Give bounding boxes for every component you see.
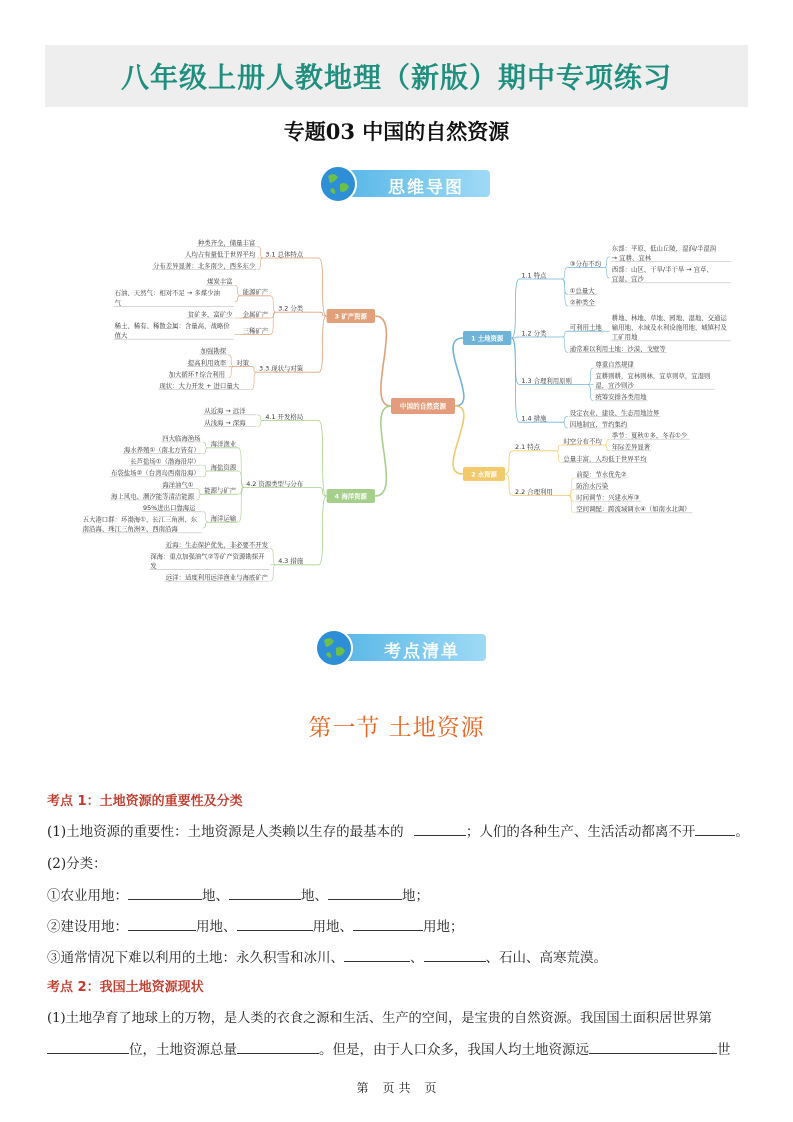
- mindmap-leaf: ①总量大: [569, 286, 595, 295]
- text: 地、: [202, 888, 229, 904]
- mindmap-leaf: 值大: [114, 331, 128, 340]
- globe-icon: [318, 164, 358, 204]
- mindmap-leaf: 贫矿多，富矿少: [187, 310, 233, 319]
- text: 、石山、高寒荒漠。: [485, 950, 607, 966]
- mindmap-line: [203, 465, 209, 471]
- answer-blank[interactable]: [414, 821, 466, 836]
- mindmap-node-label: 1.1 特点: [521, 271, 547, 280]
- mindmap-leaf: 年际差异显著: [611, 443, 651, 452]
- mindmap-leaf: 种类齐全，储量丰富: [197, 238, 256, 247]
- mindmap-node-label: 海洋渔业: [210, 440, 237, 449]
- text: ①农业用地：: [47, 888, 128, 904]
- mindmap-leaf: 空间调配：跨流域调水④（如南水北调）: [576, 505, 691, 514]
- footer-text: 页: [382, 1081, 395, 1095]
- mindmap-node-label: 2.2 合理利用: [515, 487, 553, 496]
- mindmap-node-label: 4.1 开发格局: [265, 413, 304, 421]
- answer-blank[interactable]: [344, 947, 410, 962]
- mindmap-leaf: ②种类全: [569, 298, 595, 307]
- mindmap-leaf: 海上风电、潮汐能等清洁能源: [111, 492, 195, 501]
- footer-text: 共: [398, 1081, 411, 1095]
- mindmap-node-label: 时空分布不均: [563, 437, 602, 446]
- mindmap-line: [562, 267, 568, 279]
- mindmap-leaf: 耕地、林地、草地、园地、湿地、交通运: [611, 314, 727, 322]
- mindmap-line: [604, 439, 610, 445]
- mindmap-line: [375, 406, 391, 496]
- answer-blank[interactable]: [128, 916, 196, 931]
- mindmap-branch-label: 4 海洋资源: [334, 492, 367, 501]
- mindmap-node-label: 4.3 措施: [278, 557, 304, 566]
- mindmap-node-label: 1.3 合理利用原则: [521, 376, 572, 385]
- mindmap-node-label: ③分布不均: [569, 259, 602, 268]
- mind-map: [82, 228, 730, 598]
- checklist-banner: [314, 628, 486, 664]
- answer-blank[interactable]: [237, 916, 313, 931]
- mindmap-line: [257, 415, 263, 421]
- text: 世: [717, 1042, 731, 1058]
- mindmap-node-label: 能源矿产: [242, 288, 269, 297]
- answer-blank[interactable]: [353, 916, 423, 931]
- answer-blank[interactable]: [695, 821, 735, 836]
- question-line-4: [47, 915, 464, 935]
- mindmap-leaf: 设定农业、建设、生态用地边界: [569, 408, 660, 417]
- mindmap-node-label: 3.3 现状与对策: [259, 364, 304, 373]
- answer-blank[interactable]: [424, 947, 486, 962]
- mindmap-line: [235, 296, 241, 302]
- mindmap-banner: [318, 164, 490, 200]
- text: ③通常情况下难以利用的土地：永久积雪和冰川、: [47, 950, 344, 966]
- mindmap-leaf: 湿，宜沙则沙: [595, 381, 634, 390]
- mindmap-line: [511, 279, 519, 338]
- mindmap-node-label: 海洋运输: [210, 514, 237, 523]
- mindmap-leaf: 东部：平原、低山丘陵，湿润/半湿润: [611, 244, 717, 253]
- mindmap-leaf: 稀土、稀有、稀散金属：含量高，战略价: [114, 322, 230, 330]
- mindmap-line: [562, 416, 568, 422]
- mindmap-line: [587, 384, 593, 400]
- mindmap-leaf: 长芦盐场①（渤海沿岸）: [130, 457, 200, 466]
- mindmap-leaf: 输用地、水域及水利设施用地、城镇村及: [611, 323, 727, 332]
- mindmap-line: [196, 494, 202, 500]
- text: 用地、: [312, 919, 353, 935]
- mindmap-node-label: 2.1 特点: [515, 443, 540, 452]
- mindmap-leaf: 时间调节：兴建水库③: [576, 493, 640, 502]
- mindmap-line: [196, 488, 202, 494]
- mindmap-line: [453, 406, 464, 474]
- mindmap-leaf: 深海：重点加强油气②等矿产资源勘探开: [150, 552, 265, 561]
- mindmap-leaf: 尊重自然规律: [595, 360, 634, 369]
- mindmap-leaf: 通常难以利用土地：沙漠、戈壁等: [569, 344, 666, 353]
- mindmap-node-label: 3.1 总体特点: [265, 250, 304, 259]
- text: 。但是，由于人口众多，我国人均土地资源远: [319, 1042, 589, 1058]
- text: ；人们的各种生产、生活活动都离不开: [465, 824, 696, 840]
- mindmap-node-label: 3.2 分类: [278, 304, 304, 313]
- mindmap-node-label: 对策: [236, 358, 249, 367]
- mindmap-leaf: 远洋：适度利用远洋渔业与海底矿产: [165, 573, 269, 582]
- topic-subtitle: 专题03 中国的自然资源: [283, 119, 510, 144]
- mindmap-leaf: 五大港口群：环渤海①、长江三角洲、东: [82, 515, 197, 524]
- mindmap-node-label: 海盐资源: [210, 463, 237, 472]
- mindmap-leaf: 西部：山区、干旱/半干旱 → 宜草、: [611, 265, 713, 274]
- mindmap-line: [228, 355, 234, 367]
- answer-blank[interactable]: [229, 885, 301, 900]
- mindmap-line: [235, 285, 241, 296]
- mindmap-line: [257, 258, 263, 270]
- mindmap-line: [555, 451, 561, 463]
- section-title: 第一节 土地资源: [308, 715, 485, 741]
- mindmap-line: [319, 258, 327, 316]
- question-line-3: [47, 884, 429, 904]
- mindmap-leaf: 从浅海 → 深海: [204, 418, 246, 427]
- mindmap-branch-label: 2 水资源: [471, 470, 497, 479]
- text: 、: [410, 950, 424, 966]
- answer-blank[interactable]: [589, 1039, 717, 1054]
- question-line-5: [47, 946, 607, 966]
- mindmap-leaf: 南沿海、珠江三角洲②、西南沿海: [82, 525, 178, 534]
- mindmap-node-label: 三稀矿产: [242, 326, 269, 335]
- mindmap-leaf: → 宜耕、宜林: [611, 254, 652, 262]
- checklist-banner-label: 考点清单: [384, 642, 460, 662]
- mindmap-node-label: 1.4 措施: [521, 414, 547, 423]
- mindmap-line: [604, 267, 610, 278]
- mindmap-line: [587, 368, 593, 384]
- mindmap-leaf: 布袋盐场②（台湾岛西南沿海）: [111, 469, 200, 478]
- question-line-7: [47, 1038, 731, 1058]
- mindmap-leaf: 95%进出口靠海运: [143, 504, 196, 512]
- mindmap-line: [203, 471, 209, 477]
- kaodian-1-title: 考点 1：土地资源的重要性及分类: [47, 794, 243, 809]
- text: 位，土地资源总量: [129, 1042, 237, 1058]
- text: (1)土地资源的重要性：土地资源是人类赖以生存的最基本的: [47, 824, 404, 840]
- question-line-2: (2)分类：: [47, 856, 107, 872]
- mindmap-line: [319, 421, 327, 496]
- question-line-1: [47, 820, 749, 840]
- mindmap-line: [257, 246, 263, 258]
- mindmap-line: [562, 337, 568, 352]
- mindmap-branch-label: 3 矿产资源: [334, 312, 367, 321]
- mindmap-node-label: 4.2 资源类型与分布: [246, 479, 304, 488]
- mindmap-leaf: 石油、天然气：相对不足 → 多煤少油: [114, 289, 220, 298]
- globe-icon: [314, 628, 354, 668]
- mindmap-line: [562, 331, 568, 337]
- text: ②建设用地：: [47, 919, 128, 935]
- mindmap-leaf: 提高利用效率: [187, 358, 227, 367]
- mindmap-center-label: 中国的自然资源: [399, 402, 447, 411]
- mindmap-leaf: 宜湿、宜沙: [611, 275, 644, 284]
- page-title: 八年级上册人教地理（新版）期中专项练习: [120, 61, 672, 94]
- mindmap-leaf: 海洋油气①: [162, 480, 194, 489]
- mindmap-line: [203, 448, 209, 454]
- mindmap-leaf: 四大临海渔场: [162, 434, 201, 443]
- text: 地；: [402, 888, 429, 904]
- mindmap-leaf: 加强勘探: [200, 347, 227, 356]
- mindmap-node-label: 金属矿产: [242, 310, 269, 319]
- mindmap-node-label: 可利用土地: [569, 323, 602, 332]
- mindmap-line: [228, 366, 234, 378]
- question-line-6: (1)土地孕育了地球上的万物，是人类的衣食之源和生活、生产的空间，是宝贵的自然资源。我国国土面积居世界第: [47, 1011, 712, 1026]
- mindmap-line: [319, 316, 327, 372]
- mindmap-line: [251, 372, 257, 389]
- mindmap-line: [505, 451, 513, 474]
- mindmap-leaf: 近海：生态保护优先，非必要不开发: [165, 540, 269, 549]
- mindmap-leaf: 现状：大力开发 + 进口量大: [159, 382, 240, 390]
- mindmap-leaf: 总量丰富，人均低于世界平均: [563, 454, 647, 463]
- mindmap-line: [505, 474, 513, 495]
- mindmap-leaf: 工矿用地: [611, 333, 638, 342]
- mindmap-leaf: 前提：节水优先②: [576, 470, 627, 479]
- mindmap-leaf: 煤炭丰富: [207, 277, 233, 286]
- mindmap-leaf: 人均占有量低于世界平均: [185, 250, 256, 259]
- mindmap-line: [270, 548, 276, 564]
- mindmap-leaf: 海水养殖①（南北方皆有）: [123, 446, 200, 454]
- page-footer: [0, 1079, 793, 1096]
- mindmap-line: [319, 496, 327, 565]
- mindmap-line: [555, 445, 561, 451]
- mindmap-leaf: 加大循环↑综合利用: [168, 370, 226, 379]
- mindmap-leaf: 宜耕则耕，宜林则林，宜草则草，宜湿则: [595, 372, 711, 380]
- mindmap-line: [270, 565, 276, 581]
- kaodian-2-title: 考点 2：我国土地资源现状: [47, 980, 204, 995]
- mindmap-line: [453, 338, 464, 406]
- mindmap-line: [604, 257, 610, 268]
- mindmap-line: [562, 422, 568, 428]
- mindmap-leaf: 发: [150, 562, 157, 570]
- mindmap-leaf: 防治水污染: [576, 482, 609, 490]
- text: 。: [735, 824, 749, 840]
- answer-blank[interactable]: [47, 1039, 129, 1054]
- footer-text: 页: [424, 1081, 437, 1095]
- mindmap-line: [203, 512, 209, 523]
- mindmap-line: [203, 522, 209, 528]
- mindmap-leaf: 分布差异显著：北多南少，西多东少: [153, 262, 256, 270]
- text: 用地、: [196, 919, 237, 935]
- mindmap-leaf: 季节：夏秋①多，冬春①少: [611, 431, 688, 440]
- mindmap-line: [257, 421, 263, 427]
- mindmap-line: [203, 442, 209, 448]
- text: 地、: [301, 888, 328, 904]
- mindmap-node-label: 能源与矿产: [204, 486, 237, 495]
- text: 用地；: [423, 919, 464, 935]
- mindmap-line: [251, 366, 257, 372]
- mindmap-node-label: 1.2 分类: [521, 329, 547, 338]
- mindmap-leaf: 从近海 → 远洋: [204, 407, 246, 416]
- answer-blank[interactable]: [237, 1039, 319, 1054]
- answer-blank[interactable]: [328, 885, 402, 900]
- mindmap-line: [270, 296, 276, 312]
- answer-blank[interactable]: [128, 885, 202, 900]
- mindmap-line: [604, 445, 610, 451]
- mindmap-line: [238, 487, 244, 494]
- mindmap-leaf: 因地制宜，节约集约: [569, 420, 628, 429]
- mindmap-banner-label: 思维导图: [388, 178, 464, 198]
- footer-text: 第: [356, 1081, 369, 1095]
- mindmap-leaf: 统筹安排各类用地: [595, 393, 647, 402]
- mindmap-leaf: 气: [114, 298, 121, 307]
- mindmap-branch-label: 1 土地资源: [471, 334, 504, 343]
- mindmap-line: [375, 316, 391, 406]
